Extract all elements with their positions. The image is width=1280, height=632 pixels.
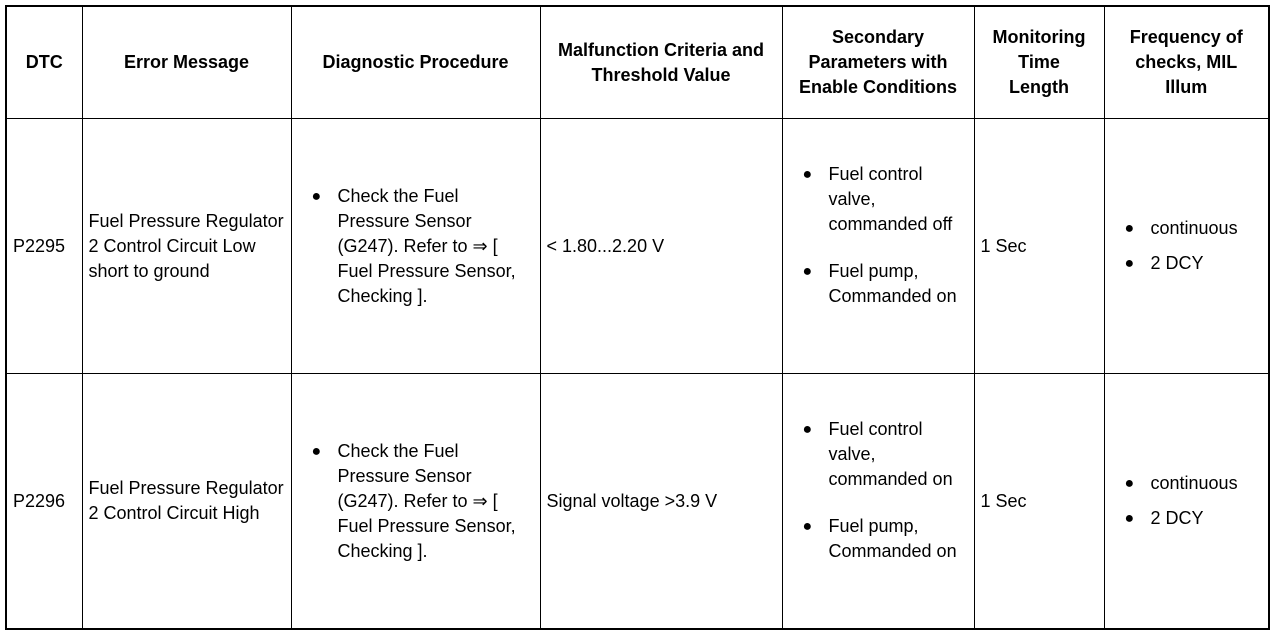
- secondary-item: ● Fuel pump, Commanded on: [789, 259, 968, 309]
- malfunction-criteria: < 1.80...2.20 V: [540, 119, 782, 374]
- secondary-parameters: [782, 374, 974, 630]
- secondary-item: ● Fuel control valve, commanded off: [789, 162, 968, 237]
- frequency-checks: [1104, 119, 1269, 374]
- header-error-message: Error Message: [82, 6, 291, 119]
- diagnostic-procedure: [291, 119, 540, 374]
- header-secondary-parameters: Secondary Parameters with Enable Conditions: [782, 6, 974, 119]
- header-frequency: Frequency of checks, MIL Illum: [1104, 6, 1269, 119]
- malfunction-criteria: Signal voltage >3.9 V: [540, 374, 782, 630]
- error-message: Fuel Pressure Regulator 2 Control Circuit Low short to ground: [82, 119, 291, 374]
- dtc-table: [5, 5, 1270, 630]
- frequency-checks: [1104, 374, 1269, 630]
- procedure-item: ● Check the Fuel Pressure Sensor (G247). Refer to ⇒ [ Fuel Pressure Sensor, Checking ].: [298, 439, 534, 564]
- header-malfunction-criteria: Malfunction Criteria and Threshold Value: [540, 6, 782, 119]
- dtc-code: P2296: [6, 374, 82, 630]
- table-row: [6, 374, 1269, 630]
- diagnostic-procedure: [291, 374, 540, 630]
- secondary-parameters: [782, 119, 974, 374]
- error-message: Fuel Pressure Regulator 2 Control Circuit High: [82, 374, 291, 630]
- dtc-code: P2295: [6, 119, 82, 374]
- monitoring-time: 1 Sec: [974, 119, 1104, 374]
- table-row: [6, 119, 1269, 374]
- secondary-item: ● Fuel control valve, commanded on: [789, 417, 968, 492]
- table-header-row: [6, 6, 1269, 119]
- frequency-item: ● 2 DCY: [1111, 251, 1263, 276]
- procedure-item: ● Check the Fuel Pressure Sensor (G247). Refer to ⇒ [ Fuel Pressure Sensor, Checking ].: [298, 184, 534, 309]
- header-monitoring-time: Monitoring Time Length: [974, 6, 1104, 119]
- frequency-item: ● continuous: [1111, 216, 1263, 241]
- secondary-item: ● Fuel pump, Commanded on: [789, 514, 968, 564]
- monitoring-time: 1 Sec: [974, 374, 1104, 630]
- frequency-item: ● 2 DCY: [1111, 506, 1263, 531]
- header-dtc: DTC: [6, 6, 82, 119]
- frequency-item: ● continuous: [1111, 471, 1263, 496]
- header-diagnostic-procedure: Diagnostic Procedure: [291, 6, 540, 119]
